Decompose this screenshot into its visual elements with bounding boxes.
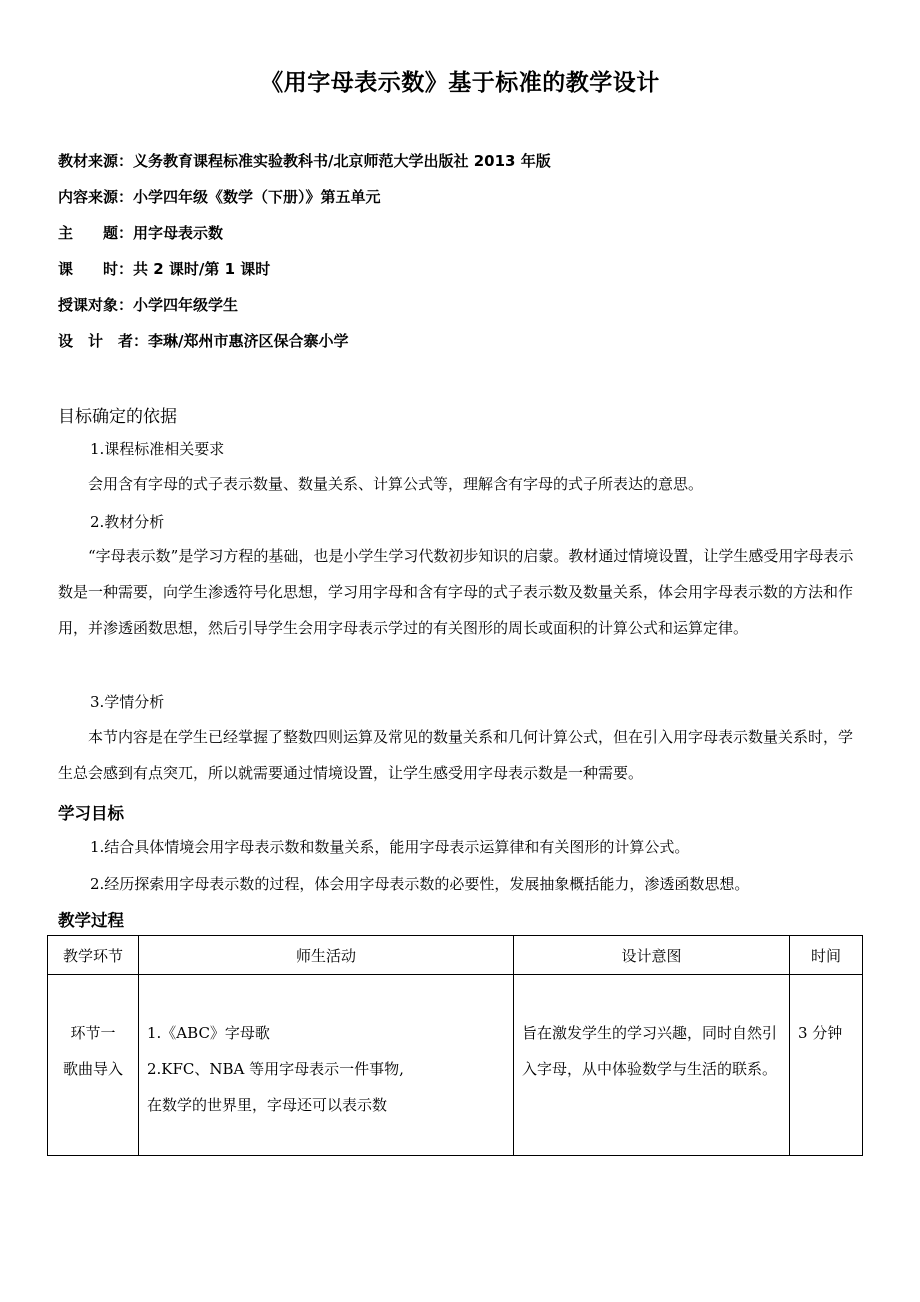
meta-content	[58, 186, 381, 207]
process-heading: 教学过程	[58, 911, 124, 930]
intent-cell: 旨在激发学生的学习兴趣，同时自然引入字母，从中体验数学与生活的联系。	[514, 975, 790, 1156]
column-header: 设计意图	[514, 936, 790, 975]
goals-heading: 学习目标	[58, 804, 124, 823]
column-header: 时间	[790, 936, 863, 975]
process-table	[47, 935, 863, 1156]
basis-subtitle-3: 3.学情分析	[90, 693, 165, 711]
meta-label: 内容来源：	[58, 188, 134, 206]
meta-designer	[58, 330, 349, 351]
meta-label: 授课对象：	[58, 296, 134, 314]
meta-value: 小学四年级学生	[133, 296, 239, 314]
page-title: 《用字母表示数》基于标准的教学设计	[260, 70, 660, 96]
meta-value: 义务教育课程标准实验教科书/北京师范大学出版社 2013 年版	[133, 152, 551, 170]
column-header: 教学环节	[48, 936, 139, 975]
meta-label: 课 时：	[58, 260, 134, 278]
time-cell: 3 分钟	[790, 975, 863, 1156]
basis-subtitle-2: 2.教材分析	[90, 513, 165, 531]
meta-value: 共 2 课时/第 1 课时	[133, 260, 271, 278]
meta-label: 主 题：	[58, 224, 134, 242]
goal-2: 2.经历探索用字母表示数的过程，体会用字母表示数的必要性，发展抽象概括能力，渗透函数思想。	[90, 875, 750, 893]
stage-line: 环节一	[70, 1024, 116, 1042]
basis-text-1: 会用含有字母的式子表示数量、数量关系、计算公式等，理解含有字母的式子所表达的意思。	[88, 475, 704, 493]
stage-line: 歌曲导入	[62, 1060, 123, 1078]
stage-cell	[48, 975, 139, 1156]
column-header: 师生活动	[139, 936, 514, 975]
activity-line: 2.KFC、NBA 等用字母表示一件事物,	[147, 1060, 404, 1078]
activity-line: 1.《ABC》字母歌	[147, 1024, 270, 1042]
basis-text-3: 本节内容是在学生已经掌握了整数四则运算及常见的数量关系和几何计算公式，但在引入用字母表示数量关系时，学生总会感到有点突兀，所以就需要通过情境设置，让学生感受用字母表示数是一种需要。	[58, 728, 854, 782]
activity-cell	[139, 975, 514, 1156]
meta-audience	[58, 294, 238, 315]
meta-topic	[58, 222, 223, 243]
meta-value: 李琳/郑州市惠济区保合寨小学	[148, 332, 349, 350]
basis-subtitle-1: 1.课程标准相关要求	[90, 440, 225, 458]
table-header-row	[48, 936, 863, 975]
meta-value: 用字母表示数	[133, 224, 224, 242]
meta-source	[58, 150, 551, 171]
meta-hours	[58, 258, 270, 279]
goal-1: 1.结合具体情境会用字母表示数和数量关系，能用字母表示运算律和有关图形的计算公式。	[90, 838, 690, 856]
meta-value: 小学四年级《数学（下册）》第五单元	[133, 188, 381, 206]
basis-heading: 目标确定的依据	[58, 407, 177, 427]
meta-label: 设 计 者：	[58, 332, 149, 350]
table-row	[48, 975, 863, 1156]
activity-line: 在数学的世界里，字母还可以表示数	[147, 1096, 388, 1114]
basis-text-2: “字母表示数”是学习方程的基础，也是小学生学习代数初步知识的启蒙。教材通过情境设置，让学生感受用字母表示数是一种需要，向学生渗透符号化思想，学习用字母和含有字母的式子表示数及数量关系，体会用字母表示数的方法和作用，并渗透函数思想，然后引导学生会用字母表示学过的有关图形的周长或面积的计算公式和运算定律。	[58, 547, 854, 637]
meta-label: 教材来源：	[58, 152, 134, 170]
